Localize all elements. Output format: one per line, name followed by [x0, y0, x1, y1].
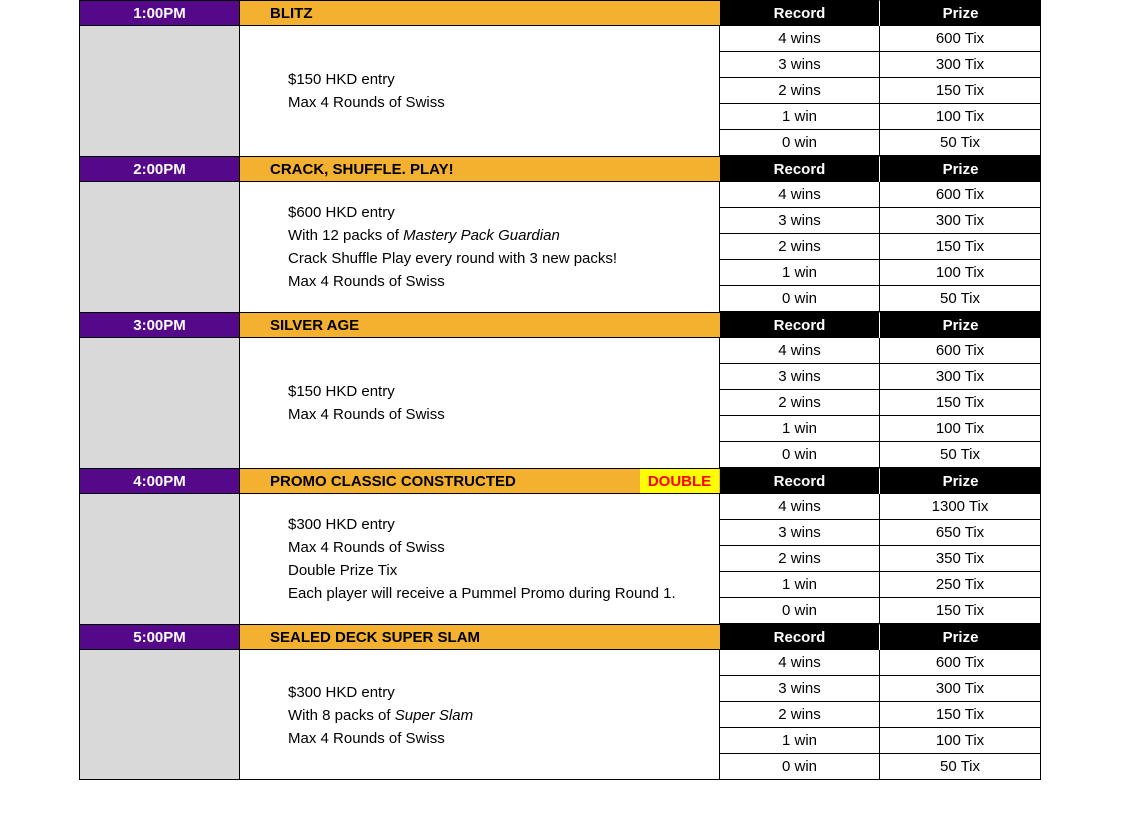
prize-row — [720, 364, 1041, 390]
prize-row — [720, 260, 1041, 286]
record-cell: 2 wins — [720, 390, 880, 415]
prize-cell: 50 Tix — [880, 754, 1041, 779]
event-title: PROMO CLASSIC CONSTRUCTED — [240, 468, 720, 494]
prize-column-header: Prize — [880, 468, 1041, 494]
description-text: Max 4 Rounds of Swiss — [288, 406, 445, 423]
prize-cell: 100 Tix — [880, 104, 1041, 129]
prize-row — [720, 754, 1041, 780]
event-side-cell — [79, 26, 240, 156]
record-cell: 4 wins — [720, 650, 880, 675]
prize-table — [720, 494, 1041, 624]
prize-cell: 350 Tix — [880, 546, 1041, 571]
prize-table — [720, 338, 1041, 468]
record-cell: 3 wins — [720, 52, 880, 77]
prize-row — [720, 104, 1041, 130]
prize-row — [720, 78, 1041, 104]
description-line — [288, 91, 719, 114]
description-text: $300 HKD entry — [288, 516, 395, 533]
record-cell: 4 wins — [720, 182, 880, 207]
event-block — [79, 312, 1041, 468]
record-cell: 0 win — [720, 598, 880, 623]
prize-cell: 1300 Tix — [880, 494, 1041, 519]
prize-row — [720, 702, 1041, 728]
prize-cell: 300 Tix — [880, 52, 1041, 77]
prize-row — [720, 26, 1041, 52]
event-title: SEALED DECK SUPER SLAM — [240, 624, 720, 650]
prize-cell: 600 Tix — [880, 650, 1041, 675]
prize-cell: 600 Tix — [880, 26, 1041, 51]
description-line — [288, 681, 719, 704]
event-schedule — [79, 0, 1041, 780]
prize-cell: 100 Tix — [880, 728, 1041, 753]
event-description — [240, 338, 720, 468]
prize-row — [720, 286, 1041, 312]
description-text: Max 4 Rounds of Swiss — [288, 539, 445, 556]
description-text: Max 4 Rounds of Swiss — [288, 273, 445, 290]
prize-row — [720, 130, 1041, 156]
prize-cell: 300 Tix — [880, 676, 1041, 701]
description-text: With 12 packs of — [288, 227, 404, 244]
prize-cell: 150 Tix — [880, 390, 1041, 415]
record-cell: 1 win — [720, 572, 880, 597]
prize-cell: 600 Tix — [880, 338, 1041, 363]
prize-cell: 100 Tix — [880, 260, 1041, 285]
event-block — [79, 156, 1041, 312]
prize-row — [720, 52, 1041, 78]
record-cell: 3 wins — [720, 364, 880, 389]
description-text: Max 4 Rounds of Swiss — [288, 94, 445, 111]
description-line — [288, 201, 719, 224]
record-cell: 4 wins — [720, 494, 880, 519]
description-line — [288, 727, 719, 750]
prize-table — [720, 26, 1041, 156]
table-bottom-border — [79, 779, 1041, 780]
prize-row — [720, 676, 1041, 702]
event-side-cell — [79, 182, 240, 312]
description-line — [288, 513, 719, 536]
prize-row — [720, 208, 1041, 234]
prize-row — [720, 572, 1041, 598]
prize-cell: 600 Tix — [880, 182, 1041, 207]
event-time: 3:00PM — [79, 312, 240, 338]
record-cell: 0 win — [720, 754, 880, 779]
record-cell: 1 win — [720, 728, 880, 753]
prize-column-header: Prize — [880, 624, 1041, 650]
prize-table — [720, 182, 1041, 312]
prize-cell: 300 Tix — [880, 208, 1041, 233]
event-badge: DOUBLE — [640, 469, 719, 493]
event-time: 2:00PM — [79, 156, 240, 182]
record-cell: 0 win — [720, 130, 880, 155]
record-cell: 4 wins — [720, 26, 880, 51]
event-description — [240, 26, 720, 156]
prize-row — [720, 520, 1041, 546]
prize-row — [720, 416, 1041, 442]
record-cell: 1 win — [720, 104, 880, 129]
event-title: SILVER AGE — [240, 312, 720, 338]
record-cell: 0 win — [720, 442, 880, 467]
event-side-cell — [79, 494, 240, 624]
prize-row — [720, 598, 1041, 624]
prize-cell: 150 Tix — [880, 598, 1041, 623]
description-text: $600 HKD entry — [288, 204, 395, 221]
prize-column-header: Prize — [880, 312, 1041, 338]
description-text: $150 HKD entry — [288, 71, 395, 88]
record-cell: 3 wins — [720, 676, 880, 701]
event-side-cell — [79, 650, 240, 780]
record-cell: 0 win — [720, 286, 880, 311]
event-time: 4:00PM — [79, 468, 240, 494]
record-cell: 2 wins — [720, 702, 880, 727]
description-text: $300 HKD entry — [288, 683, 395, 701]
prize-cell: 250 Tix — [880, 572, 1041, 597]
product-name: Super Slam — [394, 706, 474, 724]
event-description — [240, 182, 720, 312]
description-line — [288, 582, 719, 605]
prize-cell: 50 Tix — [880, 130, 1041, 155]
prize-row — [720, 182, 1041, 208]
description-text: Max 4 Rounds of Swiss — [288, 729, 445, 747]
event-block — [79, 0, 1041, 156]
prize-row — [720, 494, 1041, 520]
product-name: Mastery Pack Guardian — [403, 227, 560, 244]
description-text: $150 HKD entry — [288, 383, 395, 400]
description-line — [288, 536, 719, 559]
record-column-header: Record — [720, 624, 880, 650]
description-text: Each player will receive a Pummel Promo during Round 1. — [288, 585, 676, 602]
description-line — [288, 224, 719, 247]
description-line — [288, 704, 719, 727]
description-line — [288, 247, 719, 270]
prize-column-header: Prize — [880, 156, 1041, 182]
description-line — [288, 270, 719, 293]
prize-row — [720, 390, 1041, 416]
record-column-header: Record — [720, 156, 880, 182]
description-line — [288, 559, 719, 582]
record-column-header: Record — [720, 0, 880, 26]
prize-row — [720, 546, 1041, 572]
prize-cell: 150 Tix — [880, 78, 1041, 103]
record-cell: 1 win — [720, 416, 880, 441]
description-text: With 8 packs of — [288, 706, 395, 724]
prize-cell: 150 Tix — [880, 702, 1041, 727]
prize-column-header: Prize — [880, 0, 1041, 26]
prize-row — [720, 650, 1041, 676]
event-description — [240, 650, 720, 780]
prize-cell: 300 Tix — [880, 364, 1041, 389]
description-text: Crack Shuffle Play every round with 3 new packs! — [288, 250, 618, 267]
event-title: CRACK, SHUFFLE. PLAY! — [240, 156, 720, 182]
prize-cell: 100 Tix — [880, 416, 1041, 441]
event-block — [79, 624, 1041, 780]
prize-cell: 50 Tix — [880, 286, 1041, 311]
record-cell: 4 wins — [720, 338, 880, 363]
event-time: 5:00PM — [79, 624, 240, 650]
record-cell: 2 wins — [720, 546, 880, 571]
description-line — [288, 403, 719, 426]
record-cell: 3 wins — [720, 520, 880, 545]
prize-row — [720, 338, 1041, 364]
event-block — [79, 468, 1041, 624]
event-title: BLITZ — [240, 0, 720, 26]
record-column-header: Record — [720, 468, 880, 494]
prize-row — [720, 442, 1041, 468]
prize-table — [720, 650, 1041, 780]
event-side-cell — [79, 338, 240, 468]
event-description — [240, 494, 720, 624]
description-line — [288, 380, 719, 403]
prize-row — [720, 728, 1041, 754]
description-text: Double Prize Tix — [288, 562, 398, 579]
prize-row — [720, 234, 1041, 260]
prize-cell: 50 Tix — [880, 442, 1041, 467]
record-cell: 3 wins — [720, 208, 880, 233]
record-cell: 1 win — [720, 260, 880, 285]
prize-cell: 150 Tix — [880, 234, 1041, 259]
description-line — [288, 68, 719, 91]
prize-cell: 650 Tix — [880, 520, 1041, 545]
event-time: 1:00PM — [79, 0, 240, 26]
record-cell: 2 wins — [720, 78, 880, 103]
record-cell: 2 wins — [720, 234, 880, 259]
record-column-header: Record — [720, 312, 880, 338]
